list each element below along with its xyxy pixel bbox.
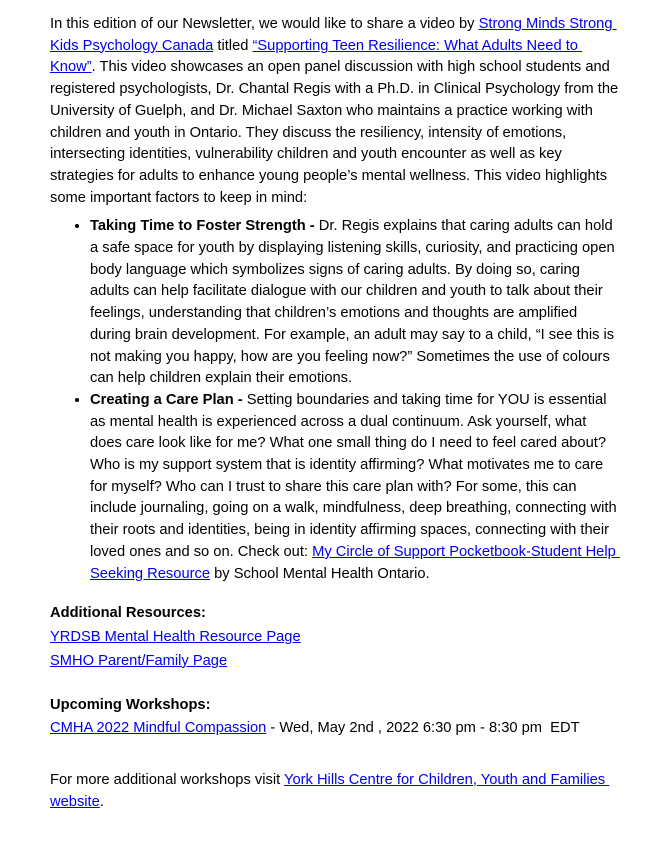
link-york-hills-centre-website[interactable]: York Hills Centre for Children, Youth and Families website [50, 771, 610, 810]
link-supporting-teen-resilience[interactable]: “Supporting Teen Resilience: What Adults Need to Know” [50, 37, 583, 76]
intro-text-before-links: In this edition of our Newsletter, we would like to share a video by [50, 16, 479, 32]
bullet-body-taking-time: Dr. Regis explains that caring adults can hold a safe space for youth by displaying listening skills, curiosity, and practicing open body language which symbolizes signs of caring adults. By doing so, caring adults can help facilitate dialogue with our children and youth to talk about their feelings, understanding that children’s emotions and thoughts are amplified during brain development. For example, an adult may say to a child, “I see this is not making you happy, how are you feeling now?” Sometimes the use of colours can help children explain their emotions. [90, 218, 619, 387]
intro-paragraph [50, 14, 622, 209]
resource-line-smho [50, 651, 622, 673]
workshop-date-details: - Wed, May 2nd , 2022 6:30 pm - 8:30 pm EDT [266, 720, 580, 737]
footer-text-before-link: For more additional workshops visit [50, 771, 285, 788]
key-factors-list [50, 216, 622, 585]
link-cmha-2022-mindful-compassion[interactable]: CMHA 2022 Mindful Compassion [50, 720, 267, 737]
link-smho-parent-family-page[interactable]: SMHO Parent/Family Page [50, 652, 228, 669]
bullet-heading-taking-time: Taking Time to Foster Strength - [90, 218, 319, 235]
workshop-line-cmha [50, 718, 622, 740]
bullet-taking-time-to-foster-strength [90, 216, 622, 390]
footer-text-after-link: . [99, 793, 104, 810]
additional-resources-heading: Additional Resources: [50, 605, 206, 622]
link-strong-minds-strong-kids[interactable]: Strong Minds Strong Kids Psychology Canada [50, 16, 617, 54]
link-my-circle-of-support[interactable]: My Circle of Support Pocketbook-Student Help Seeking Resource [90, 543, 620, 582]
intro-text-between-links: titled [213, 37, 253, 54]
bullet-body-care-plan-before-link: Setting boundaries and taking time for YOU is essential as mental health is experienced across a dual continuum. Ask yourself, what does care look like for me? What one small thing do I need to feel cared about? Who is my support system that is identity affirming? What motivates me to care for myself? Who can I trust to share this care plan with? For some, this can include journaling, going on a walk, mindfulness, deep breathing, connecting with their roots and identities, being in identity affirming spaces, connecting with their loved ones and so on. Check out: [90, 391, 621, 560]
link-yrdsb-mental-health-resource-page[interactable]: YRDSB Mental Health Resource Page [50, 628, 301, 645]
intro-text-after-links: . This video showcases an open panel discussion with high school students and registered psychologists, Dr. Chantal Regis with a Ph.D. in Clinical Psychology from the University of Guelph, and Dr. Michael Saxton who maintains a practice working with children and youth in Ontario. They discuss the resiliency, intensity of emotions, intersecting identities, vulnerability children and youth encounter as well as key strategies for adults to enhance young people’s mental wellness. This video highlights some important factors to keep in mind: [50, 59, 623, 206]
resource-line-yrdsb [50, 627, 622, 649]
upcoming-workshops-heading: Upcoming Workshops: [50, 697, 211, 714]
bullet-heading-care-plan: Creating a Care Plan - [90, 391, 247, 408]
bullet-creating-a-care-plan [90, 390, 622, 585]
bullet-body-care-plan-after-link: by School Mental Health Ontario. [210, 565, 430, 582]
footer-paragraph [50, 770, 622, 813]
